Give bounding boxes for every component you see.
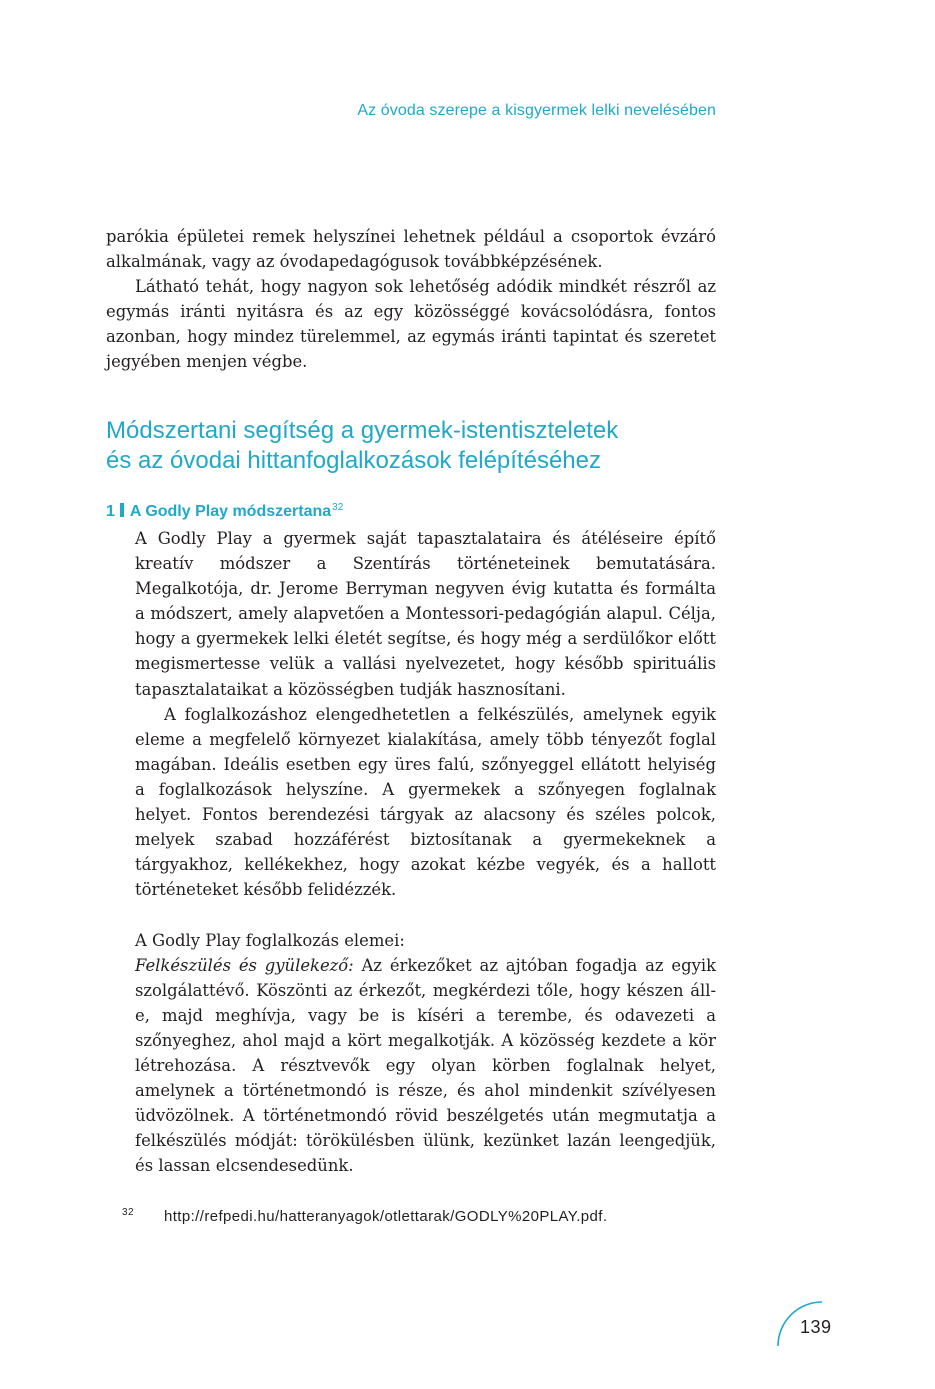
running-head: Az óvoda szerepe a kisgyermek lelki nevelésében xyxy=(357,102,716,119)
section-paragraph-2: A foglalkozáshoz elengedhetetlen a felkészülés, amelynek egyik eleme a megfelelő környezet kialakítása, amely több tényezőt foglal magában. Ideális esetben egy üres falú, szőnyeggel ellátott helyiség a foglalkozások helyszíne. A gyermekek a szőnyegen foglalnak helyet. Fontos berendezési tárgyak az alacsony és széles polcok, melyek szabad hozzáférést biztosítanak a gyermekeknek a tárgyakhoz, kellékekhez, hogy azokat kézbe vegyék, és a hallott történeteket később felidézzék. xyxy=(135,704,716,900)
intro-paragraph-2: Látható tehát, hogy nagyon sok lehetőség adódik mindkét részről az egymás iránti nyitásra és az egy közösséggé kovácsolódásra, fontos azonban, hogy mindez türelemmel, az egymás iránti tapintat és szeretet jegyében menjen végbe. xyxy=(106,277,716,372)
sub-heading-title: A Godly Play módszertana xyxy=(129,503,332,520)
section-body xyxy=(106,526,716,1178)
footnote-number: 32 xyxy=(122,1207,134,1218)
intro-text xyxy=(106,224,716,375)
footnote-link[interactable]: http://refpedi.hu/hatteranyagok/otlettarak/GODLY%20PLAY.pdf. xyxy=(164,1208,608,1225)
section-heading xyxy=(106,416,726,476)
page-number: 139 xyxy=(800,1317,832,1337)
section-paragraph-1: A Godly Play a gyermek saját tapasztalataira és átéléseire építő kreatív módszer a Szentírás történeteinek bemutatására. Megalkotója, dr. Jerome Berryman negyven évig kutatta és formálta a módszert, amely alapvetően a Montessori-pedagógián alapul. Célja, hogy a gyermekek lelki életét segítse, és hogy még a serdülőkor előtt megismertesse velük a vallási nyelvezetet, hogy később spirituális tapasztalataikat a közösségben tudják hasznosítani. xyxy=(135,529,716,699)
footnote xyxy=(122,1207,607,1225)
sub-heading xyxy=(106,502,343,521)
sub-heading-number: 1 xyxy=(106,503,115,520)
sub-heading-bar xyxy=(120,503,124,517)
elements-paragraph xyxy=(135,953,716,1179)
footnote-reference[interactable]: 32 xyxy=(332,502,344,513)
elements-term: Felkészülés és gyülekező: xyxy=(135,955,354,975)
elements-label: A Godly Play foglalkozás elemei: xyxy=(135,930,405,950)
elements-text: Az érkezőket az ajtóban fogadja az egyik szolgálattévő. Köszönti az érkezőt, megkérdezi tőle, hogy készen áll-e, majd meghívja, vagy be is kíséri a terembe, és odavezeti a szőnyeghez, ahol majd a kört megalkotják. A közösség kezdete a kör létrehozása. A résztvevők egy olyan körben foglalnak helyet, amelynek a történetmondó is része, és ahol mindenkit szívélyesen üdvözölnek. A történetmondó rövid beszélgetés után megmutatja a felkészülés módját: törökülésben ülünk, kezünket lazán leengedjük, és lassan elcsendesedünk. xyxy=(135,955,717,1176)
section-heading-line-1: Módszertani segítség a gyermek-istentiszteletek xyxy=(106,417,619,444)
section-heading-line-2: és az óvodai hittanfoglalkozások felépítéséhez xyxy=(106,447,601,474)
intro-paragraph-1: parókia épületei remek helyszínei lehetnek például a csoportok évzáró alkalmának, vagy az óvodapedagógusok továbbképzésének. xyxy=(106,227,716,272)
